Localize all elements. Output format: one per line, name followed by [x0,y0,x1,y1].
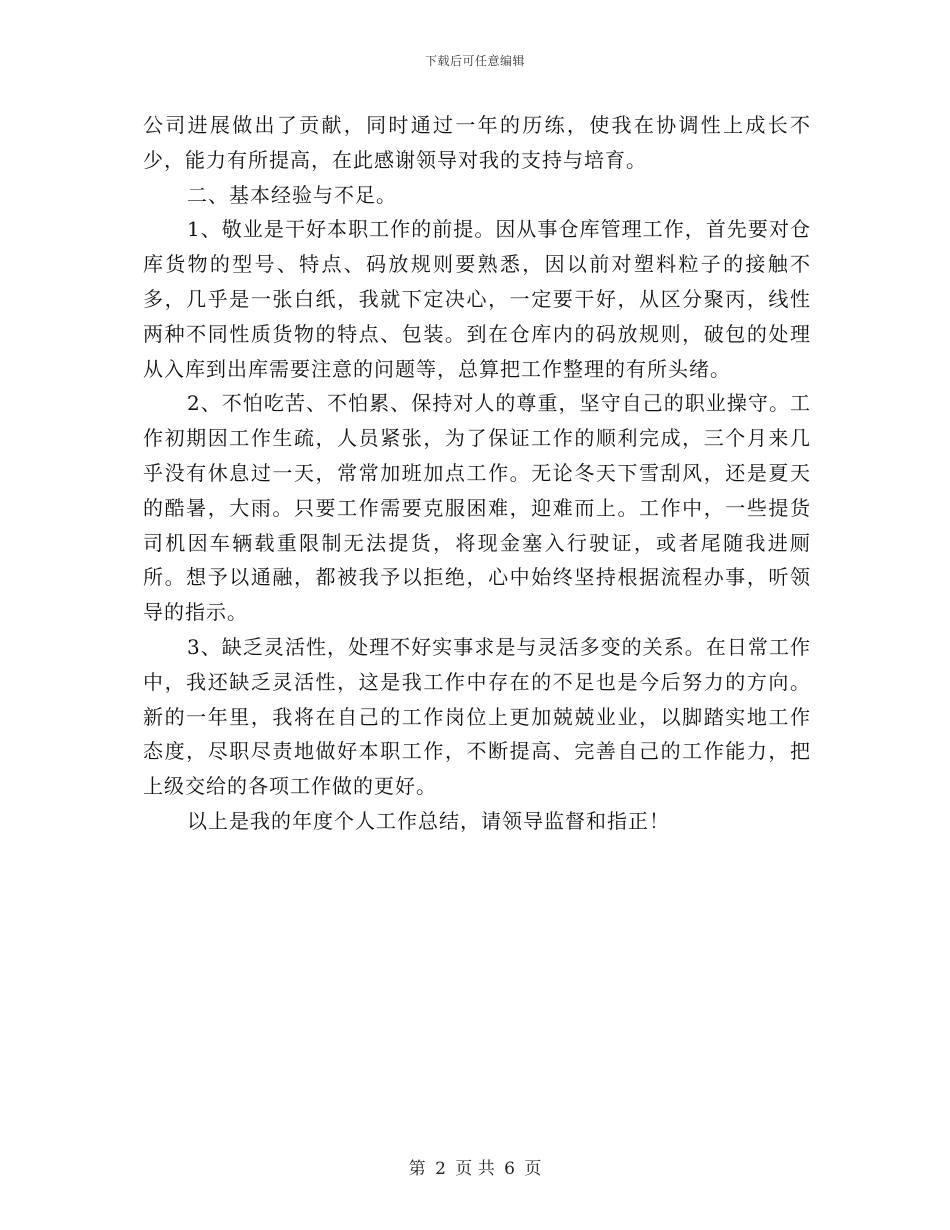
paragraph-continuation: 公司进展做出了贡献，同时通过一年的历练，使我在协调性上成长不少，能力有所提高，在此感谢领导对我的支持与培育。 [143,113,811,172]
document-body [143,108,811,839]
paragraph-item-3: 3、缺乏灵活性，处理不好实事求是与灵活多变的关系。在日常工作中，我还缺乏灵活性，这是我工作中存在的不足也是今后努力的方向。新的一年里，我将在自己的工作岗位上更加兢兢业业，以脚踏实地工作态度，尽职尽责地做好本职工作，不断提高、完善自己的工作能力，把上级交给的各项工作做的更好。 [143,634,811,799]
footer-current-page: 2 [435,1159,446,1179]
page-footer [0,1154,950,1179]
paragraph-item-1: 1、敬业是干好本职工作的前提。因从事仓库管理工作，首先要对仓库货物的型号、特点、码放规则要熟悉，因以前对塑料粒子的接触不多，几乎是一张白纸，我就下定决心，一定要干好，从区分聚丙，线性两种不同性质货物的特点、包装。到在仓库内的码放规则，破包的处理从入库到出库需要注意的问题等，总算把工作整理的有所头绪。 [143,217,811,381]
section-heading-experience: 二、基本经验与不足。 [187,182,397,207]
header-text: 下载后可任意编辑 [424,54,525,68]
paragraph-closing: 以上是我的年度个人工作总结，请领导监督和指正！ [187,808,670,833]
page-header [0,52,950,69]
footer-middle: 页 共 [455,1159,495,1179]
footer-total-pages: 6 [504,1159,515,1179]
footer-prefix: 第 [408,1159,426,1179]
footer-suffix: 页 [524,1159,542,1179]
paragraph-item-2: 2、不怕吃苦、不怕累、保持对人的尊重，坚守自己的职业操守。工作初期因工作生疏，人员紧张，为了保证工作的顺利完成，三个月来几乎没有休息过一天，常常加班加点工作。无论冬天下雪刮风，还是夏天的酷暑，大雨。只要工作需要克服困难，迎难而上。工作中，一些提货司机因车辆载重限制无法提货，将现金塞入行驶证，或者尾随我进厕所。想予以通融，都被我予以拒绝，心中始终坚持根据流程办事，听领导的指示。 [143,391,811,625]
